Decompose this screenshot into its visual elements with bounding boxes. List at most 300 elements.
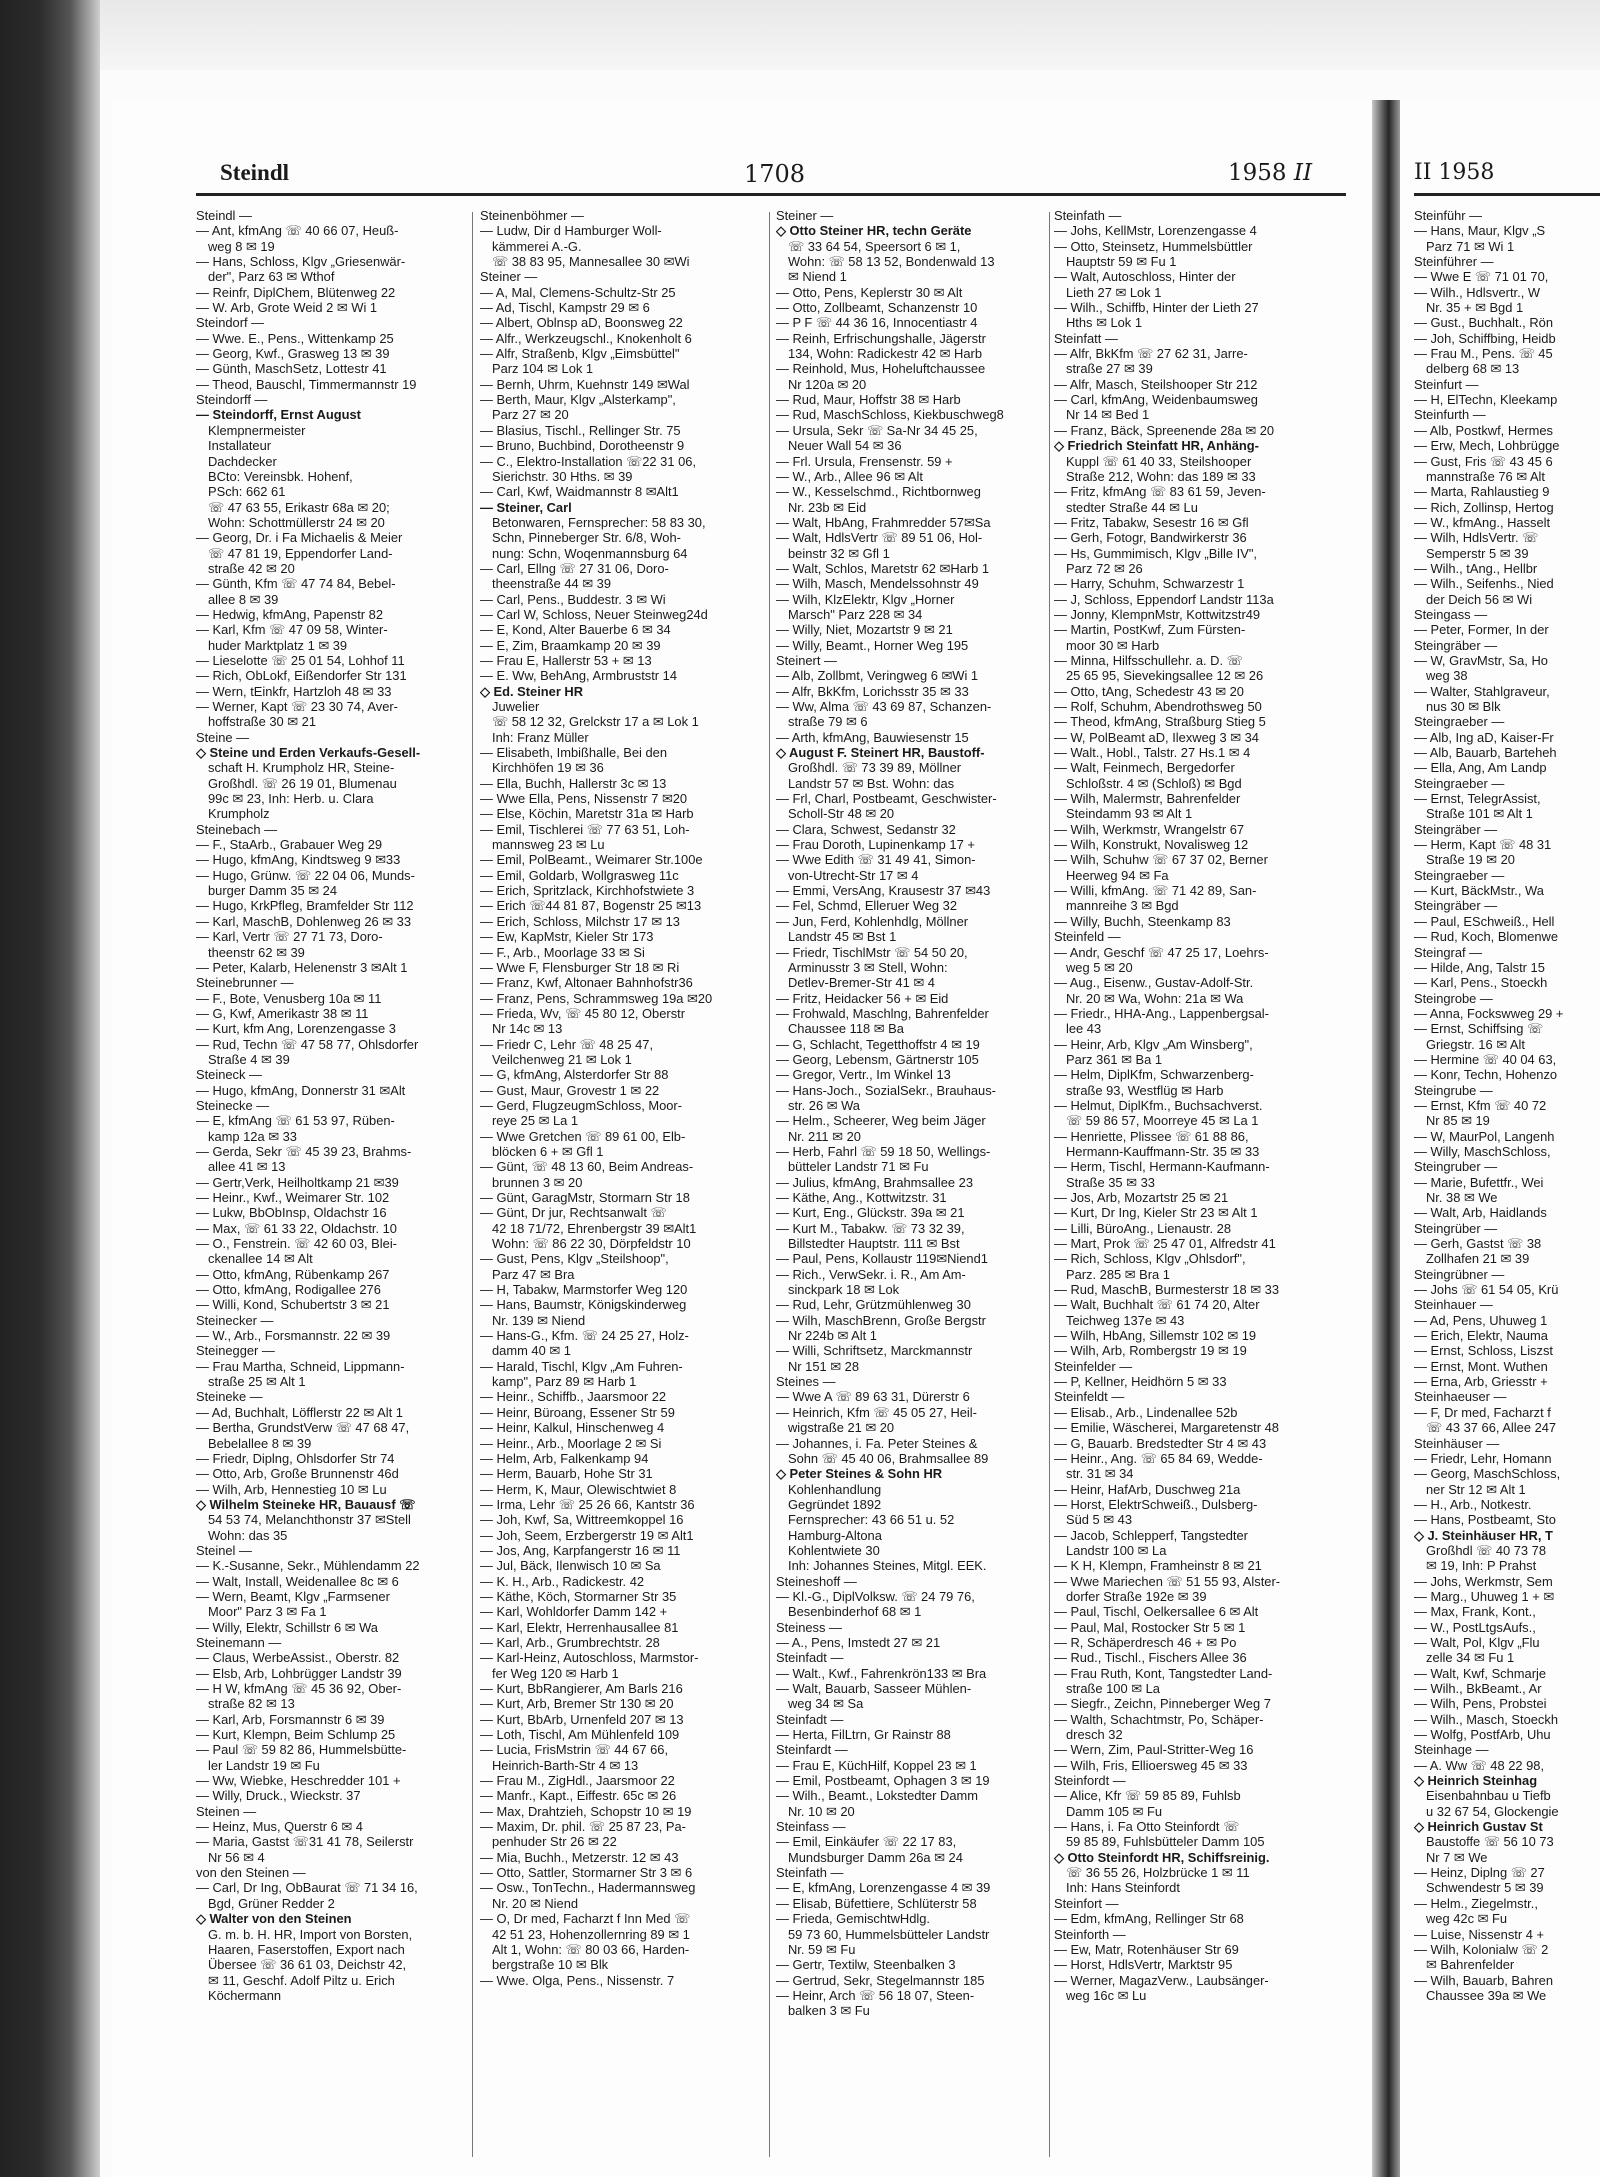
directory-entry-line: — Gertr, Textilw, Steenbalken 3 [776, 1957, 956, 1973]
directory-entry-line: — Karl, Wohldorfer Damm 142 + [480, 1604, 668, 1620]
surname-heading: Steines — [776, 1374, 836, 1390]
page-year [1228, 160, 1312, 186]
directory-entry-line: — Georg, Kwf., Grasweg 13 ✉ 39 [196, 346, 390, 362]
directory-entry-line: Klempnermeister [208, 422, 306, 438]
directory-entry-line: Großhdl. ☏ 73 39 89, Möllner [788, 760, 962, 776]
directory-entry-line: — Elsb, Arb, Lohbrügger Landstr 39 [196, 1665, 402, 1681]
directory-entry-line: — Ella, Buchh, Hallerstr 3c ✉ 13 [480, 775, 667, 791]
directory-entry-line: ✉ 19, Inh: P Prahst [1426, 1558, 1537, 1574]
directory-entry-line: — Wilh, HbAng, Sillemstr 102 ✉ 19 [1054, 1328, 1257, 1344]
directory-entry-line: — Alice, Kfr ☏ 59 85 89, Fuhlsb [1054, 1788, 1241, 1804]
directory-entry-line: — W, MaurPol, Langenh [1414, 1128, 1555, 1144]
directory-entry-line: Inh: Hans Steinfordt [1066, 1880, 1180, 1896]
directory-entry-line: — Max, ☏ 61 33 22, Oldachstr. 10 [196, 1220, 397, 1236]
directory-entry-line: Großhdl ☏ 40 73 78 [1426, 1542, 1547, 1558]
directory-entry-line: — Alfr, BkKfm, Lorichsstr 35 ✉ 33 [776, 683, 969, 699]
directory-entry-line: — Willy, MaschSchloss, [1414, 1143, 1551, 1159]
directory-entry-line: der Deich 56 ✉ Wi [1426, 591, 1533, 607]
directory-entry-line: — Ww, Alma ☏ 43 69 87, Schanzen- [776, 699, 992, 714]
surname-heading: Steinführer — [1414, 254, 1494, 270]
directory-entry-line: Nr. 59 ✉ Fu [788, 1941, 856, 1957]
directory-entry-line: — Horst, HdlsVertr, Marktstr 95 [1054, 1957, 1233, 1973]
directory-entry-line: — Emmi, VersAng, Krausestr 37 ✉43 [776, 883, 991, 899]
surname-heading: Steingrübner — [1414, 1266, 1505, 1282]
surname-heading: Steinemann — [196, 1634, 282, 1650]
directory-entry-line: — Wwe E ☏ 71 01 70, [1414, 269, 1549, 285]
surname-heading: Steinegger — [196, 1343, 275, 1359]
directory-entry-line: — Willi, Kond, Schubertstr 3 ✉ 21 [196, 1297, 390, 1313]
directory-entry-line: — Walt, Pol, Klgv „Flu [1414, 1634, 1540, 1650]
directory-entry-line: — Steiner, Carl [480, 499, 572, 515]
directory-entry-line: ☏ 58 12 32, Grelckstr 17 a ✉ Lok 1 [492, 714, 699, 730]
directory-entry-line: dorfer Straße 192e ✉ 39 [1066, 1588, 1207, 1604]
surname-heading: Steingruber — [1414, 1159, 1498, 1175]
directory-entry-line: — Herta, FilLtrn, Gr Rainstr 88 [776, 1727, 951, 1743]
directory-entry-line: — Frl. Ursula, Frensenstr. 59 + [776, 453, 953, 469]
directory-entry-line: — Wilh, Schuhw ☏ 67 37 02, Berner [1054, 852, 1268, 868]
directory-entry-line: ◇ J. Steinhäuser HR, T [1414, 1527, 1553, 1543]
directory-entry-line: — Alfr., Werkzeugschl., Knokenholt 6 [480, 330, 692, 346]
directory-entry-line: — Otto, Zollbeamt, Schanzenstr 10 [776, 300, 978, 316]
directory-entry-line: — Ew, KapMstr, Kieler Str 173 [480, 929, 654, 945]
surname-heading: Steinfelder — [1054, 1358, 1133, 1374]
directory-entry-line: — Reinfr, DiplChem, Blütenweg 22 [196, 284, 396, 300]
directory-entry-line: Nr 14c ✉ 13 [492, 1021, 563, 1037]
directory-entry-line: — Johs, KellMstr, Lorenzengasse 4 [1054, 223, 1257, 239]
column-divider [769, 212, 770, 2157]
directory-entry-line: — Friedr C, Lehr ☏ 48 25 47, [480, 1036, 654, 1052]
directory-entry-line: — Walt, Schlos, Maretstr 62 ✉Harb 1 [776, 560, 990, 576]
directory-entry-line: — Horst, ElektrSchweiß., Dulsberg- [1054, 1496, 1258, 1512]
directory-entry-line: — Hugo, kfmAng, Kindtsweg 9 ✉33 [196, 852, 401, 868]
directory-entry-line: — Wwe Mariechen ☏ 51 55 93, Alster- [1054, 1573, 1281, 1589]
surname-heading: Steinhauer — [1414, 1297, 1493, 1313]
directory-entry-line: — Heinr., Schiffb., Jaarsmoor 22 [480, 1389, 667, 1405]
directory-entry-line: — Martin, PostKwf, Zum Fürsten- [1054, 622, 1246, 638]
directory-entry-line: — Anna, Fockswweg 29 + [1414, 1005, 1564, 1021]
directory-entry-line: burger Damm 35 ✉ 24 [208, 883, 338, 899]
directory-entry-line: ☏ 59 86 57, Moorreye 45 ✉ La 1 [1066, 1113, 1259, 1129]
directory-entry-line: — Wolfg, PostfArb, Uhu [1414, 1727, 1551, 1743]
directory-entry-line: — Paul, ESchweiß., Hell [1414, 913, 1555, 929]
directory-entry-line: Gegründet 1892 [788, 1496, 882, 1512]
directory-entry-line: — Karl, Pens., Stoeckh [1414, 975, 1548, 991]
directory-entry-line: Parz 361 ✉ Ba 1 [1066, 1051, 1163, 1067]
directory-entry-line: — Erna, Arb, Griesstr + [1414, 1374, 1548, 1390]
directory-entry-line: Hauptstr 59 ✉ Fu 1 [1066, 254, 1177, 270]
directory-entry-line: — Erw, Mech, Lohbrügge [1414, 438, 1560, 454]
surname-heading: Steinenböhmer — [480, 208, 584, 223]
directory-entry-line: — H, Tabakw, Marmstorfer Weg 120 [480, 1282, 688, 1298]
directory-entry-line: Wohn: ☏ 86 22 30, Dörpfeldstr 10 [492, 1236, 691, 1252]
directory-entry-line: nus 30 ✉ Blk [1426, 699, 1501, 714]
directory-entry-line: — Emil, Goldarb, Wollgrasweg 11c [480, 867, 679, 883]
directory-entry-line: ☏ 43 37 66, Allee 247 [1426, 1420, 1557, 1436]
directory-entry-line: — Heinr, Büroang, Essener Str 59 [480, 1404, 675, 1420]
directory-entry-line: — Marta, Rahlaustieg 9 [1414, 484, 1550, 500]
directory-entry-line: — Heinr, HafArb, Duschweg 21a [1054, 1481, 1241, 1497]
directory-entry-line: Parz 72 ✉ 26 [1066, 560, 1143, 576]
scan-background-left [0, 0, 100, 2177]
directory-entry-line: — Harry, Schuhm, Schwarzestr 1 [1054, 576, 1245, 592]
directory-entry-line: — Fritz, kfmAng ☏ 83 61 59, Jeven- [1054, 484, 1266, 500]
directory-entry-line: Detlev-Bremer-Str 41 ✉ 4 [788, 975, 935, 991]
directory-entry-line: — Otto, kfmAng, Rübenkamp 267 [196, 1266, 390, 1282]
directory-entry-line: — Otto, Pens, Keplerstr 30 ✉ Alt [776, 284, 963, 300]
directory-entry-line: str. 26 ✉ Wa [788, 1097, 860, 1113]
surname-heading: Steiner — [480, 269, 538, 285]
directory-entry-line: — Georg, Dr. i Fa Michaelis & Meier [196, 530, 403, 546]
surname-heading: Steingraeber — [1414, 714, 1505, 730]
directory-entry-line: — Wern, Beamt, Klgv „Farmsener [196, 1588, 390, 1604]
surname-heading: Steiner — [776, 208, 834, 223]
directory-entry-line: — Kurt, BbArb, Urnenfeld 207 ✉ 13 [480, 1711, 684, 1727]
directory-entry-line: — Wilh, Fris, Ellioersweg 45 ✉ 33 [1054, 1757, 1248, 1773]
directory-entry-line: — Wilh., Masch, Stoeckh [1414, 1711, 1558, 1727]
directory-entry-line: Landstr 45 ✉ Bst 1 [788, 929, 897, 945]
directory-entry-line: — J, Schloss, Eppendorf Landstr 113a [1054, 591, 1274, 607]
directory-entry-line: — Erich ☏44 81 87, Bogenstr 25 ✉13 [480, 898, 702, 914]
directory-entry-line: penhuder Str 26 ✉ 22 [492, 1834, 617, 1850]
surname-heading: Steineshoff — [776, 1573, 857, 1589]
directory-entry-line: — Willy, Elektr, Schillstr 6 ✉ Wa [196, 1619, 378, 1635]
directory-entry-line: Sierichstr. 30 Hths. ✉ 39 [492, 468, 633, 484]
directory-entry-line: Nr. 35 + ✉ Bgd 1 [1426, 300, 1524, 316]
directory-entry-line: ✉ Niend 1 [788, 269, 847, 285]
directory-entry-line: — Wwe F, Flensburger Str 18 ✉ Ri [480, 959, 680, 975]
directory-entry-line: — Alb, Postkwf, Hermes [1414, 422, 1553, 438]
directory-entry-line: — Kl.-G., DiplVolksw. ☏ 24 79 76, [776, 1588, 975, 1604]
surname-heading: Steinfeldt — [1054, 1389, 1125, 1405]
surname-heading: Steinfurt — [1414, 376, 1479, 392]
directory-entry-line: — Wilh, Malermstr, Bahrenfelder [1054, 791, 1241, 807]
directory-entry-line: — Berth, Maur, Klgv „Alsterkamp", [480, 392, 676, 408]
directory-entry-line: — Frau E, KüchHilf, Koppel 23 ✉ 1 [776, 1757, 977, 1773]
directory-entry-line: Teichweg 137e ✉ 43 [1066, 1312, 1185, 1328]
directory-entry-line: — Frau Ruth, Kont, Tangstedter Land- [1054, 1665, 1273, 1681]
directory-entry-line: — Rud, MaschB, Burmesterstr 18 ✉ 33 [1054, 1282, 1280, 1298]
directory-entry-line: straße 25 ✉ Alt 1 [208, 1374, 306, 1390]
directory-entry-line: — Hans, Baumstr, Königskinderweg [480, 1297, 687, 1313]
directory-entry-line: Hths ✉ Lok 1 [1066, 315, 1143, 331]
directory-entry-line: 59 73 60, Hummelsbütteler Landstr [788, 1926, 990, 1942]
directory-entry-line: ☏ 33 64 54, Speersort 6 ✉ 1, [788, 238, 961, 254]
directory-entry-line: — Marie, Bufettfr., Wei [1414, 1174, 1544, 1190]
directory-entry-line: 42 18 71/72, Ehrenbergstr 39 ✉Alt1 [492, 1220, 697, 1236]
directory-entry-line: — Rich, ObLokf, Eißendorfer Str 131 [196, 668, 407, 684]
directory-entry-line: — Otto, Steinsetz, Hummelsbüttler [1054, 238, 1253, 254]
surname-heading: Steinecker — [196, 1312, 274, 1328]
directory-entry-line: Hermann-Kauffmann-Str. 35 ✉ 33 [1066, 1143, 1260, 1159]
directory-entry-line: — Wern, Zim, Paul-Stritter-Weg 16 [1054, 1742, 1254, 1758]
directory-entry-line: — Gust, Fris ☏ 43 45 6 [1414, 453, 1553, 469]
surname-heading: Steine — [196, 729, 250, 745]
directory-entry-line: schaft H. Krumpholz HR, Steine- [208, 760, 395, 776]
surname-heading: Steinfordt — [1054, 1773, 1126, 1789]
right-page-head: II 1958 [1414, 160, 1495, 185]
directory-entry-line: — Alfr, Straßenb, Klgv „Eimsbüttel" [480, 346, 680, 362]
directory-entry-line: — Walt, Kwf, Schmarje [1414, 1665, 1547, 1681]
scan-background-top [100, 0, 1600, 70]
directory-entry-line: — Hans, Maur, Klgv „S [1414, 223, 1546, 239]
directory-entry-line: — F., StaArb., Grabauer Weg 29 [196, 837, 383, 853]
directory-entry-line: — Helm, DiplKfm, Schwarzenberg- [1054, 1067, 1254, 1083]
directory-entry-line: — Ad, Buchhalt, Löfflerstr 22 ✉ Alt 1 [196, 1404, 403, 1420]
directory-entry-line: Parz. 285 ✉ Bra 1 [1066, 1266, 1170, 1282]
directory-entry-line: — E. Ww, BehAng, Armbruststr 14 [480, 668, 678, 684]
directory-entry-line: — A. Ww ☏ 48 22 98, [1414, 1757, 1545, 1773]
directory-entry-line: — Heinrich, Kfm ☏ 45 05 27, Heil- [776, 1404, 977, 1420]
directory-entry-line: Kuppl ☏ 61 40 33, Steilshooper [1066, 453, 1252, 469]
directory-entry-line: — Walt, HbAng, Frahmredder 57✉Sa [776, 514, 991, 530]
directory-entry-line: Landstr 100 ✉ La [1066, 1542, 1167, 1558]
directory-entry-line: — Andr, Geschf ☏ 47 25 17, Loehrs- [1054, 944, 1269, 960]
directory-entry-line: straße 82 ✉ 13 [208, 1696, 295, 1712]
directory-entry-line: — W., Arb., Forsmannstr. 22 ✉ 39 [196, 1328, 391, 1344]
directory-entry-line: — A, Mal, Clemens-Schultz-Str 25 [480, 284, 676, 300]
directory-entry-line: — Peter, Former, In der [1414, 622, 1549, 638]
surname-heading: Steinfurth — [1414, 407, 1486, 423]
directory-entry-line: — Frau M., Pens. ☏ 45 [1414, 346, 1553, 362]
directory-entry-line: — Frau M., ZigHdl., Jaarsmoor 22 [480, 1773, 675, 1789]
directory-entry-line: — Otto, kfmAng, Rodigallee 276 [196, 1282, 381, 1298]
directory-entry-line: — Julius, kfmAng, Brahmsallee 23 [776, 1174, 974, 1190]
directory-entry-line: ler Landstr 19 ✉ Fu [208, 1757, 320, 1773]
directory-entry-line: lee 43 [1066, 1021, 1102, 1037]
directory-entry-line: — Wilh., BkBeamt., Ar [1414, 1681, 1542, 1696]
directory-entry-line: — Günth, Kfm ☏ 47 74 84, Bebel- [196, 576, 396, 592]
directory-entry-line: — Jacob, Schlepperf, Tangstedter [1054, 1527, 1248, 1543]
directory-entry-line: Alt 1, Wohn: ☏ 80 03 66, Harden- [492, 1941, 690, 1957]
surname-heading: Steinfort — [1054, 1895, 1119, 1911]
directory-entry-line: — Otto, Sattler, Stormarner Str 3 ✉ 6 [480, 1865, 693, 1881]
directory-entry-line: balken 3 ✉ Fu [788, 2003, 870, 2019]
directory-entry-line: Parz 104 ✉ Lok 1 [492, 361, 594, 377]
right-header-rule [1414, 193, 1600, 196]
directory-entry-line: — W., kfmAng., Hasselt [1414, 514, 1551, 530]
directory-entry-line: — Frohwald, Maschlng, Bahrenfelder [776, 1005, 989, 1021]
directory-entry-line: — Lieselotte ☏ 25 01 54, Lohhof 11 [196, 652, 405, 668]
directory-entry-line: Parz 71 ✉ Wi 1 [1426, 238, 1515, 254]
directory-entry-line: — Gerh, Fotogr, Bandwirkerstr 36 [1054, 530, 1247, 546]
volume-label: II [1293, 160, 1313, 186]
directory-entry-line: — Heinr, Arch ☏ 56 18 07, Steen- [776, 1987, 975, 2003]
directory-entry-line: — Franz, Bäck, Spreenende 28a ✉ 20 [1054, 422, 1275, 438]
directory-entry-line: — Maria, Gastst ☏31 41 78, Seilerstr [196, 1834, 414, 1850]
directory-entry-line: — Jun, Ferd, Kohlenhdlg, Möllner [776, 913, 969, 929]
directory-entry-line: — Elisabeth, Imbißhalle, Bei den [480, 745, 668, 761]
surname-heading: Steinel — [196, 1542, 252, 1558]
directory-entry-line: — Gerda, Sekr ☏ 45 39 23, Brahms- [196, 1143, 412, 1159]
directory-entry-line: — Rud, Lehr, Grützmühlenweg 30 [776, 1297, 971, 1313]
directory-entry-line: — Max, Drahtzieh, Schopstr 10 ✉ 19 [480, 1803, 692, 1819]
directory-entry-line: Veilchenweg 21 ✉ Lok 1 [492, 1051, 632, 1067]
directory-entry-line: — Ursula, Sekr ☏ Sa-Nr 34 45 25, [776, 422, 978, 438]
directory-entry-line: — Carl, Ellng ☏ 27 31 06, Doro- [480, 560, 669, 576]
surname-heading: Steinführ — [1414, 208, 1483, 223]
directory-entry-line: — E, Kond, Alter Bauerbe 6 ✉ 34 [480, 622, 671, 638]
directory-entry-line: Straße 4 ✉ 39 [208, 1051, 290, 1067]
directory-entry-line: — Karl, Elektr, Herrenhausallee 81 [480, 1619, 679, 1635]
directory-entry-line: ✉ 11, Geschf. Adolf Piltz u. Erich [208, 1972, 395, 1988]
directory-entry-line: — G, Schlacht, Tegetthoffstr 4 ✉ 19 [776, 1036, 980, 1052]
directory-entry-line: Nr 120a ✉ 20 [788, 376, 867, 392]
directory-entry-line: — Walt, HdlsVertr ☏ 89 51 06, Hol- [776, 530, 983, 546]
directory-entry-line: delberg 68 ✉ 13 [1426, 361, 1520, 377]
directory-entry-line: — Luise, Nissenstr 4 + [1414, 1926, 1545, 1942]
surname-heading: von den Steinen — [196, 1865, 306, 1881]
directory-column-4 [1054, 208, 1356, 2177]
directory-entry-line: — Willy, Buchh, Steenkamp 83 [1054, 913, 1231, 929]
directory-entry-line: — Harald, Tischl, Klgv „Am Fuhren- [480, 1358, 683, 1374]
surname-heading: Steingrüber — [1414, 1220, 1498, 1236]
directory-entry-line: — Erich, Elektr, Nauma [1414, 1328, 1548, 1344]
directory-entry-line: — Steindorff, Ernst August [196, 407, 361, 423]
directory-entry-line: — W., Arb., Allee 96 ✉ Alt [776, 468, 923, 484]
directory-entry-line: Nr. 211 ✉ 20 [788, 1128, 861, 1144]
surname-heading: Steinfath — [776, 1865, 844, 1881]
directory-entry-line: — Wwe Edith ☏ 31 49 41, Simon- [776, 852, 976, 868]
directory-entry-line: — Friedr, Lehr, Homann [1414, 1450, 1552, 1466]
directory-entry-line: — Alfr, BkKfm ☏ 27 62 31, Jarre- [1054, 346, 1248, 362]
directory-entry-line: 99c ✉ 23, Inh: Herb. u. Clara [208, 791, 374, 807]
directory-entry-line: Dachdecker [208, 453, 277, 469]
directory-entry-line: — Jos, Arb, Mozartstr 25 ✉ 21 [1054, 1190, 1229, 1205]
directory-entry-line: — Paul, Tischl, Oelkersallee 6 ✉ Alt [1054, 1604, 1259, 1620]
directory-entry-line: — Otto, tAng, Schedestr 43 ✉ 20 [1054, 683, 1244, 699]
directory-entry-line: Nr. 10 ✉ 20 [788, 1803, 855, 1819]
directory-entry-line: Kirchhöfen 19 ✉ 36 [492, 760, 604, 776]
directory-entry-line: — Hs, Gummimisch, Klgv „Bille IV", [1054, 545, 1257, 561]
surname-heading: Steinfeld — [1054, 929, 1121, 945]
surname-heading: Steindorf — [196, 315, 265, 331]
directory-entry-line: — Emil, PolBeamt., Weimarer Str.100e [480, 852, 703, 868]
directory-entry-line: Heerweg 94 ✉ Fa [1066, 867, 1169, 883]
directory-entry-line: — Erich, Schloss, Milchstr 17 ✉ 13 [480, 913, 680, 929]
directory-entry-line: — Hedwig, kfmAng, Papenstr 82 [196, 606, 384, 622]
directory-entry-line: u 32 67 54, Glockengie [1426, 1803, 1559, 1819]
directory-entry-line: Krumpholz [208, 806, 270, 822]
directory-entry-line: — Bertha, GrundstVerw ☏ 47 68 47, [196, 1420, 410, 1436]
surname-heading: Steingass — [1414, 606, 1488, 622]
directory-entry-line: — Käthe, Ang., Kottwitzstr. 31 [776, 1190, 947, 1205]
directory-entry-line: ckenallee 14 ✉ Alt [208, 1251, 313, 1267]
directory-entry-line: — Georg, MaschSchloss, [1414, 1466, 1561, 1482]
directory-entry-line: — Herb, Fahrl ☏ 59 18 50, Wellings- [776, 1143, 991, 1159]
directory-entry-line: weg 34 ✉ Sa [788, 1696, 864, 1712]
directory-entry-line: — Herm, Bauarb, Hohe Str 31 [480, 1466, 653, 1482]
directory-entry-line: Nr 224b ✉ Alt 1 [788, 1328, 877, 1344]
directory-entry-line: wigstraße 21 ✉ 20 [788, 1420, 895, 1436]
directory-column-right-page [1414, 208, 1600, 2177]
directory-entry-line: — Theod, Bauschl, Timmermannstr 19 [196, 376, 417, 392]
directory-entry-line: Betonwaren, Fernsprecher: 58 83 30, [492, 514, 706, 530]
directory-entry-line: — Wilh, HdlsVertr. ☏ [1414, 530, 1539, 546]
directory-entry-line: — Ernst, Schloss, Liszst [1414, 1343, 1553, 1359]
directory-entry-line: — F., Bote, Venusberg 10a ✉ 11 [196, 990, 382, 1006]
surname-heading: Steineke — [196, 1389, 263, 1405]
directory-entry-line: — Joh, Kwf, Sa, Wittreemkoppel 16 [480, 1512, 684, 1528]
directory-entry-line: weg 5 ✉ 20 [1066, 959, 1133, 975]
directory-entry-line: ◇ August F. Steinert HR, Baustoff- [776, 745, 985, 761]
directory-entry-line: Nr. 20 ✉ Wa, Wohn: 21a ✉ Wa [1066, 990, 1244, 1006]
directory-entry-line: — Helm., Scheerer, Weg beim Jäger [776, 1113, 986, 1129]
directory-entry-line: — Hans, Schloss, Klgv „Griesenwär- [196, 254, 406, 270]
directory-entry-line: — Walt., Kwf., Fahrenkrön133 ✉ Bra [776, 1665, 987, 1681]
directory-column-3 [776, 208, 1056, 2177]
directory-entry-line: — Helmut, DiplKfm., Buchsachverst. [1054, 1097, 1263, 1113]
directory-entry-line: Neuer Wall 54 ✉ 36 [788, 438, 902, 454]
directory-entry-line: — G, Bauarb. Bredstedter Str 4 ✉ 43 [1054, 1435, 1267, 1451]
directory-entry-line: ◇ Peter Steines & Sohn HR [776, 1466, 943, 1482]
directory-entry-line: weg 38 [1426, 668, 1468, 684]
surname-heading: Steinebrunner — [196, 975, 294, 991]
directory-entry-line: — Heinr., Ang. ☏ 65 84 69, Wedde- [1054, 1450, 1263, 1466]
directory-entry-line: — Peter, Kalarb, Helenenstr 3 ✉Alt 1 [196, 959, 408, 975]
directory-entry-line: — Wilh, Kolonialw ☏ 2 [1414, 1941, 1549, 1957]
directory-entry-line: Billstedter Hauptstr. 111 ✉ Bst [788, 1236, 960, 1252]
directory-entry-line: — Osw., TonTechn., Hadermannsweg [480, 1880, 696, 1896]
directory-entry-line: — Rud, Techn ☏ 47 58 77, Ohlsdorfer [196, 1036, 419, 1052]
directory-entry-line: — Reinh, Erfrischungshalle, Jägerstr [776, 330, 986, 346]
directory-entry-line: — Ella, Ang, Am Landp [1414, 760, 1547, 776]
directory-entry-line: — Gertr,Verk, Heilholtkamp 21 ✉39 [196, 1174, 399, 1190]
directory-entry-line: — Mia, Buchh., Metzerstr. 12 ✉ 43 [480, 1849, 679, 1865]
directory-entry-line: — Frl, Charl, Postbeamt, Geschwister- [776, 791, 997, 807]
directory-entry-line: Bgd, Grüner Redder 2 [208, 1895, 335, 1911]
directory-entry-line: — Hugo, KrkPfleg, Bramfelder Str 112 [196, 898, 414, 914]
directory-entry-line: — Hugo, kfmAng, Donnerstr 31 ✉Alt [196, 1082, 406, 1098]
directory-entry-line: Scholl-Str 48 ✉ 20 [788, 806, 895, 822]
directory-entry-line: — Ernst, Mont. Wuthen [1414, 1358, 1548, 1374]
directory-entry-line: — Günt, Dr jur, Rechtsanwalt ☏ [480, 1205, 667, 1221]
surname-heading: Steingraf — [1414, 944, 1483, 960]
directory-entry-line: Marsch" Parz 228 ✉ 34 [788, 606, 923, 622]
directory-entry-line: — Alb, Ing aD, Kaiser-Fr [1414, 729, 1554, 745]
directory-entry-line: — Walt, Feinmech, Bergedorfer [1054, 760, 1235, 776]
directory-entry-line: — Kurt, Eng., Glückstr. 39a ✉ 21 [776, 1205, 965, 1221]
directory-entry-line: — Fel, Schmd, Elleruer Weg 32 [776, 898, 958, 914]
directory-entry-line: — Wilh, Werkmstr, Wrangelstr 67 [1054, 821, 1245, 837]
directory-entry-line: — W, PolBeamt aD, Ilexweg 3 ✉ 34 [1054, 729, 1259, 745]
directory-entry-line: Mundsburger Damm 26a ✉ 24 [788, 1849, 963, 1865]
column-divider [472, 212, 473, 2157]
directory-entry-line: — Rolf, Schuhm, Abendrothsweg 50 [1054, 699, 1262, 714]
directory-entry-line: — Georg, Lebensm, Gärtnerstr 105 [776, 1051, 979, 1067]
directory-entry-line: ◇ Heinrich Gustav St [1414, 1819, 1543, 1835]
directory-entry-line: — Walt, Arb, Haidlands [1414, 1205, 1547, 1221]
directory-entry-line: — Emil, Tischlerei ☏ 77 63 51, Loh- [480, 821, 690, 837]
directory-entry-line: — Gust., Buchhalt., Rön [1414, 315, 1553, 331]
directory-entry-line: — Manfr., Kapt., Eiffestr. 65c ✉ 26 [480, 1788, 677, 1804]
directory-entry-line: — Kurt, BbRangierer, Am Barls 216 [480, 1681, 683, 1696]
directory-entry-line: Arminusstr 3 ✉ Stell, Wohn: [788, 959, 948, 975]
directory-entry-line: weg 42c ✉ Fu [1426, 1911, 1508, 1927]
directory-entry-line: Sohn ☏ 45 40 06, Brahmsallee 89 [788, 1450, 989, 1466]
directory-entry-line: Süd 5 ✉ 43 [1066, 1512, 1132, 1528]
directory-entry-line: Parz 27 ✉ 20 [492, 407, 569, 423]
directory-entry-line: Übersee ☏ 36 61 03, Deichstr 42, [208, 1957, 407, 1973]
directory-entry-line: — Lilli, BüroAng., Lienaustr. 28 [1054, 1220, 1231, 1236]
directory-entry-line: nung: Schn, Woqenmannsburg 64 [492, 545, 688, 561]
directory-entry-line: — Albert, Oblnsp aD, Boonsweg 22 [480, 315, 683, 331]
directory-entry-line: — Wwe. Olga, Pens., Nissenstr. 7 [480, 1972, 675, 1988]
directory-entry-line: Straße 35 ✉ 33 [1066, 1174, 1155, 1190]
directory-entry-line: straße 93, Westflüg ✉ Harb [1066, 1082, 1224, 1098]
directory-entry-line: Zollhafen 21 ✉ 39 [1426, 1251, 1530, 1267]
directory-entry-line: — Gerh, Gastst ☏ 38 [1414, 1236, 1542, 1252]
directory-entry-line: Nr 14 ✉ Bed 1 [1066, 407, 1150, 423]
